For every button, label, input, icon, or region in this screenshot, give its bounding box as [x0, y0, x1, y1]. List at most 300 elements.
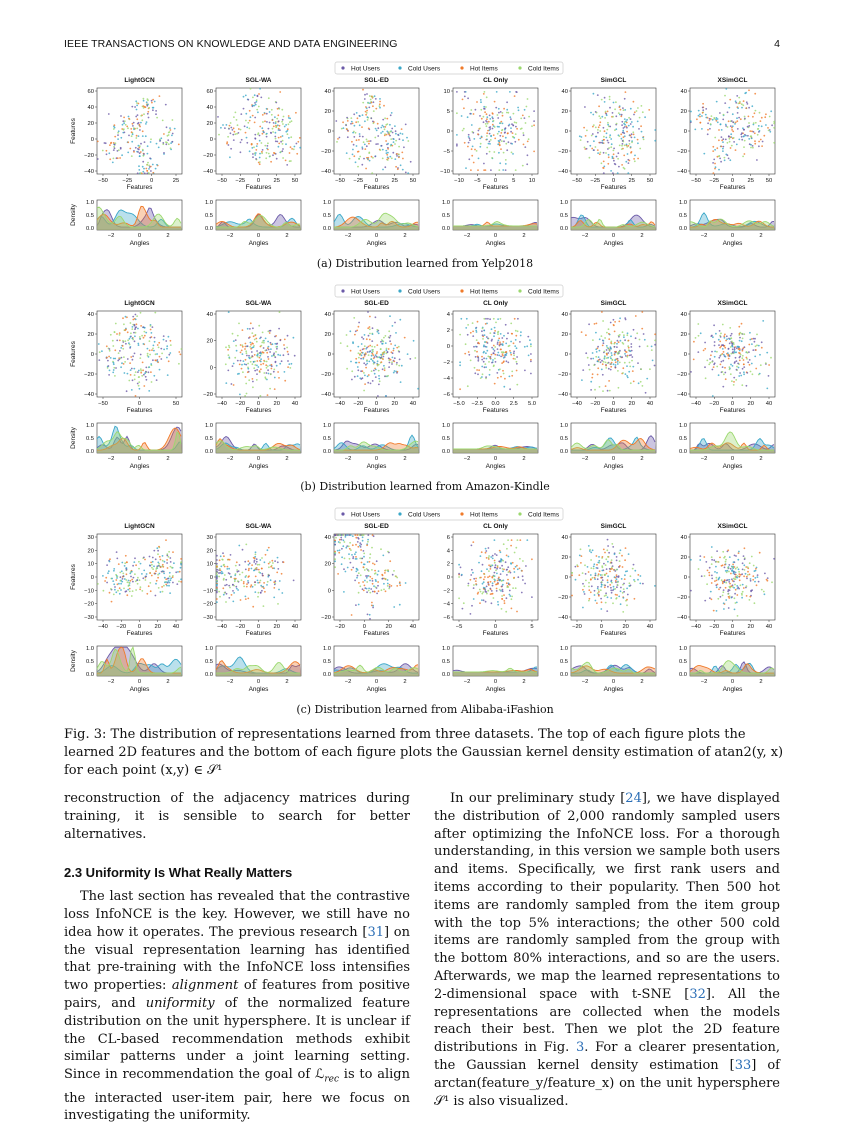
- scatter-point: [255, 104, 257, 106]
- scatter-point: [255, 551, 257, 553]
- scatter-point: [467, 585, 469, 587]
- scatter-point: [727, 111, 729, 113]
- y-tick-label: −40: [84, 169, 94, 175]
- scatter-point: [132, 133, 134, 135]
- citation-link[interactable]: 24: [625, 791, 642, 806]
- scatter-point: [485, 123, 487, 125]
- scatter-point: [606, 132, 608, 134]
- scatter-point: [504, 132, 506, 134]
- scatter-point: [746, 372, 748, 374]
- scatter-point: [385, 342, 387, 344]
- scatter-point: [526, 163, 528, 165]
- scatter-point: [592, 373, 594, 375]
- scatter-point: [358, 322, 360, 324]
- scatter-point: [132, 125, 134, 127]
- scatter-point: [606, 345, 608, 347]
- scatter-point: [401, 365, 403, 367]
- scatter-point: [389, 586, 391, 588]
- scatter-point: [456, 143, 458, 145]
- scatter-point: [340, 537, 342, 539]
- scatter-point: [751, 343, 753, 345]
- scatter-point: [119, 157, 121, 159]
- scatter-point: [702, 112, 704, 114]
- scatter-point: [579, 135, 581, 137]
- citation-link[interactable]: 32: [689, 986, 706, 1002]
- scatter-point: [139, 124, 141, 126]
- scatter-point: [138, 344, 140, 346]
- y-tick-label: 0.0: [441, 672, 450, 678]
- scatter-point: [140, 372, 142, 374]
- x-tick-label: −2: [463, 233, 471, 239]
- scatter-point: [113, 594, 115, 596]
- scatter-point: [358, 151, 360, 153]
- scatter-point: [497, 583, 499, 585]
- scatter-point: [587, 141, 589, 143]
- x-tick-label: 2: [166, 456, 170, 462]
- scatter-point: [488, 555, 490, 557]
- scatter-point: [382, 158, 384, 160]
- scatter-point: [145, 332, 147, 334]
- scatter-point: [225, 346, 227, 348]
- scatter-point: [128, 116, 130, 118]
- scatter-point: [469, 139, 471, 141]
- scatter-point: [506, 101, 508, 103]
- scatter-point: [605, 558, 607, 560]
- scatter-point: [631, 121, 633, 123]
- scatter-point: [507, 539, 509, 541]
- scatter-point: [382, 352, 384, 354]
- scatter-point: [266, 133, 268, 135]
- scatter-point: [621, 121, 623, 123]
- scatter-point: [228, 128, 230, 130]
- scatter-point: [609, 584, 611, 586]
- scatter-point: [367, 311, 369, 313]
- scatter-point: [144, 372, 146, 374]
- y-tick-label: 2: [446, 561, 450, 568]
- x-axis-label: Angles: [485, 686, 506, 693]
- scatter-point: [626, 365, 628, 367]
- scatter-point: [604, 586, 606, 588]
- scatter-point: [237, 589, 239, 591]
- scatter-point: [121, 154, 123, 156]
- scatter-point: [639, 117, 641, 119]
- scatter-point: [146, 593, 148, 595]
- scatter-point: [496, 91, 498, 93]
- scatter-point: [357, 546, 359, 548]
- scatter-point: [739, 360, 741, 362]
- scatter-point: [216, 587, 218, 589]
- scatter-point: [514, 121, 516, 123]
- scatter-point: [729, 369, 731, 371]
- scatter-point: [364, 94, 366, 96]
- scatter-point: [355, 358, 357, 360]
- scatter-point: [467, 116, 469, 118]
- scatter-point: [386, 348, 388, 350]
- scatter-point: [172, 582, 174, 584]
- scatter-point: [711, 115, 713, 117]
- scatter-point: [498, 340, 500, 342]
- y-tick-label: 0.0: [204, 672, 213, 678]
- scatter-point: [135, 395, 137, 397]
- scatter-point: [462, 130, 464, 132]
- scatter-point: [97, 583, 99, 585]
- scatter-point: [464, 96, 466, 98]
- scatter-point: [168, 556, 170, 558]
- scatter-point: [580, 548, 582, 550]
- scatter-point: [157, 344, 159, 346]
- scatter-point: [258, 106, 260, 108]
- y-tick-label: −40: [203, 169, 213, 175]
- scatter-point: [288, 115, 290, 117]
- scatter-point: [737, 107, 739, 109]
- scatter-point: [223, 594, 225, 596]
- scatter-point: [590, 579, 592, 581]
- scatter-point: [629, 366, 631, 368]
- scatter-point: [391, 157, 393, 159]
- scatter-point: [758, 131, 760, 133]
- scatter-point: [256, 143, 258, 145]
- scatter-point: [599, 570, 601, 572]
- scatter-point: [530, 343, 532, 345]
- scatter-point: [595, 146, 597, 148]
- scatter-point: [709, 597, 711, 599]
- y-tick-label: 40: [561, 312, 568, 318]
- scatter-point: [247, 328, 249, 330]
- y-tick-label: −20: [203, 601, 213, 608]
- figure-block-2: [70, 285, 775, 493]
- scatter-point: [386, 134, 388, 136]
- scatter-point: [379, 105, 381, 107]
- scatter-point: [604, 574, 606, 576]
- scatter-point: [599, 142, 601, 144]
- scatter-point: [637, 158, 639, 160]
- scatter-point: [486, 147, 488, 149]
- scatter-point: [368, 140, 370, 142]
- scatter-point: [489, 133, 491, 135]
- scatter-point: [259, 559, 261, 561]
- scatter-point: [755, 345, 757, 347]
- scatter-point: [259, 582, 261, 584]
- y-tick-label: 40: [206, 312, 213, 318]
- scatter-point: [738, 588, 740, 590]
- scatter-point: [528, 355, 530, 357]
- scatter-point: [167, 135, 169, 137]
- scatter-point: [736, 117, 738, 119]
- scatter-point: [505, 163, 507, 165]
- scatter-point: [608, 368, 610, 370]
- scatter-point: [744, 558, 746, 560]
- scatter-point: [490, 581, 492, 583]
- scatter-point: [607, 575, 609, 577]
- scatter-point: [377, 360, 379, 362]
- scatter-point: [708, 572, 710, 574]
- scatter-point: [364, 383, 366, 385]
- scatter-point: [719, 557, 721, 559]
- scatter-point: [744, 569, 746, 571]
- scatter-point: [488, 361, 490, 363]
- scatter-point: [168, 143, 170, 145]
- scatter-point: [608, 147, 610, 149]
- scatter-point: [724, 372, 726, 374]
- scatter-point: [229, 587, 231, 589]
- scatter-point: [148, 107, 150, 109]
- scatter-point: [366, 359, 368, 361]
- scatter-point: [473, 584, 475, 586]
- scatter-point: [734, 573, 736, 575]
- scatter-point: [278, 120, 280, 122]
- scatter-point: [247, 580, 249, 582]
- y-tick-label: −20: [321, 149, 331, 155]
- scatter-point: [604, 357, 606, 359]
- scatter-point: [712, 150, 714, 152]
- scatter-point: [296, 153, 298, 155]
- scatter-point: [626, 570, 628, 572]
- x-tick-label: 40: [646, 624, 654, 630]
- scatter-point: [493, 365, 495, 367]
- scatter-point: [773, 121, 775, 123]
- y-tick-label: 10: [87, 561, 94, 568]
- scatter-point: [598, 595, 600, 597]
- scatter-point: [165, 578, 167, 580]
- scatter-point: [637, 362, 639, 364]
- scatter-point: [102, 150, 104, 152]
- scatter-point: [505, 159, 507, 161]
- scatter-point: [369, 160, 371, 162]
- scatter-point: [366, 110, 368, 112]
- scatter-point: [396, 153, 398, 155]
- scatter-point: [254, 364, 256, 366]
- scatter-point: [137, 151, 139, 153]
- scatter-point: [503, 373, 505, 375]
- scatter-point: [150, 562, 152, 564]
- panel-title: SGL-ED: [364, 300, 389, 307]
- scatter-point: [163, 133, 165, 135]
- scatter-point: [495, 564, 497, 566]
- y-tick-label: 60: [206, 89, 213, 95]
- y-tick-label: 1.0: [441, 200, 450, 206]
- panel-lightgcn: [70, 523, 182, 693]
- scatter-point: [380, 132, 382, 134]
- scatter-point: [728, 348, 730, 350]
- scatter-point: [729, 583, 731, 585]
- scatter-point: [113, 369, 115, 371]
- x-axis-label: Features: [363, 184, 390, 191]
- scatter-point: [741, 333, 743, 335]
- y-tick-label: −2: [443, 588, 450, 595]
- scatter-point: [483, 361, 485, 363]
- scatter-point: [764, 116, 766, 118]
- scatter-point: [602, 363, 604, 365]
- scatter-point: [582, 589, 584, 591]
- x-tick-label: −20: [572, 624, 582, 630]
- scatter-point: [592, 549, 594, 551]
- scatter-point: [375, 586, 377, 588]
- scatter-point: [268, 547, 270, 549]
- scatter-point: [716, 610, 718, 612]
- scatter-point: [477, 169, 479, 171]
- scatter-point: [510, 354, 512, 356]
- scatter-point: [159, 556, 161, 558]
- scatter-point: [585, 573, 587, 575]
- scatter-point: [399, 319, 401, 321]
- scatter-point: [113, 363, 115, 365]
- citation-link[interactable]: 31: [367, 924, 385, 940]
- scatter-point: [500, 121, 502, 123]
- scatter-point: [749, 143, 751, 145]
- scatter-point: [249, 120, 251, 122]
- scatter-point: [380, 127, 382, 129]
- y-tick-label: 0: [683, 575, 687, 581]
- scatter-point: [172, 119, 174, 121]
- figure-link[interactable]: 3: [575, 1040, 585, 1056]
- scatter-point: [744, 118, 746, 120]
- scatter-point: [720, 346, 722, 348]
- scatter-point: [294, 146, 296, 148]
- scatter-point: [145, 106, 147, 108]
- y-tick-label: −40: [84, 392, 94, 398]
- scatter-point: [591, 135, 593, 137]
- scatter-point: [132, 339, 134, 341]
- scatter-point: [626, 351, 628, 353]
- scatter-point: [623, 155, 625, 157]
- scatter-point: [742, 156, 744, 158]
- scatter-point: [509, 124, 511, 126]
- scatter-point: [705, 108, 707, 110]
- scatter-point: [705, 561, 707, 563]
- scatter-point: [586, 130, 588, 132]
- scatter-point: [151, 381, 153, 383]
- scatter-point: [262, 351, 264, 353]
- scatter-point: [773, 142, 775, 144]
- scatter-point: [254, 117, 256, 119]
- scatter-point: [609, 96, 611, 98]
- scatter-point: [736, 346, 738, 348]
- scatter-point: [417, 388, 419, 390]
- scatter-point: [492, 128, 494, 130]
- y-tick-label: 4: [446, 548, 450, 555]
- scatter-point: [580, 139, 582, 141]
- scatter-point: [651, 346, 653, 348]
- scatter-point: [414, 357, 416, 359]
- scatter-point: [617, 363, 619, 365]
- scatter-point: [134, 106, 136, 108]
- scatter-point: [598, 356, 600, 358]
- scatter-point: [374, 564, 376, 566]
- scatter-point: [258, 325, 260, 327]
- scatter-point: [166, 559, 168, 561]
- scatter-point: [378, 384, 380, 386]
- scatter-point: [383, 589, 385, 591]
- scatter-point: [619, 114, 621, 116]
- scatter-point: [156, 143, 158, 145]
- scatter-point: [467, 385, 469, 387]
- scatter-point: [269, 332, 271, 334]
- scatter-point: [467, 334, 469, 336]
- x-tick-label: 40: [646, 401, 654, 407]
- scatter-point: [364, 354, 366, 356]
- scatter-point: [621, 145, 623, 147]
- scatter-point: [267, 149, 269, 151]
- legend-marker: [398, 512, 401, 515]
- scatter-point: [357, 375, 359, 377]
- scatter-point: [293, 148, 295, 150]
- scatter-point: [485, 376, 487, 378]
- scatter-point: [274, 343, 276, 345]
- scatter-point: [635, 337, 637, 339]
- scatter-point: [374, 368, 376, 370]
- x-tick-label: 25: [747, 178, 754, 184]
- scatter-point: [369, 339, 371, 341]
- scatter-point: [497, 117, 499, 119]
- scatter-point: [623, 136, 625, 138]
- scatter-point: [727, 352, 729, 354]
- x-tick-label: 5: [530, 624, 534, 630]
- scatter-point: [232, 601, 234, 603]
- scatter-point: [265, 554, 267, 556]
- scatter-point: [751, 105, 753, 107]
- scatter-point: [299, 147, 301, 149]
- scatter-point: [114, 147, 116, 149]
- scatter-point: [498, 131, 500, 133]
- legend-label: Cold Users: [408, 65, 441, 73]
- scatter-point: [746, 385, 748, 387]
- scatter-point: [160, 559, 162, 561]
- scatter-point: [156, 567, 158, 569]
- scatter-point: [740, 375, 742, 377]
- scatter-point: [585, 135, 587, 137]
- scatter-point: [754, 140, 756, 142]
- scatter-point: [354, 580, 356, 582]
- x-tick-label: 20: [622, 624, 629, 630]
- y-tick-label: 0.0: [322, 672, 331, 678]
- scatter-point: [724, 334, 726, 336]
- scatter-point: [493, 335, 495, 337]
- right-column: [434, 790, 780, 1110]
- scatter-point: [230, 127, 232, 129]
- scatter-point: [610, 369, 612, 371]
- scatter-point: [599, 386, 601, 388]
- scatter-point: [593, 568, 595, 570]
- figure-block-3: [70, 508, 775, 716]
- citation-link[interactable]: 33: [734, 1057, 752, 1073]
- scatter-point: [119, 593, 121, 595]
- y-tick-label: 0.5: [85, 659, 94, 665]
- scatter-point: [733, 571, 735, 573]
- scatter-point: [294, 355, 296, 357]
- scatter-point: [350, 361, 352, 363]
- scatter-point: [508, 141, 510, 143]
- y-tick-label: 20: [87, 121, 94, 127]
- y-tick-label: 20: [206, 121, 213, 127]
- scatter-point: [146, 379, 148, 381]
- x-tick-label: −5.0: [453, 401, 465, 407]
- scatter-point: [358, 326, 360, 328]
- x-tick-label: 2: [285, 679, 289, 685]
- scatter-point: [337, 138, 339, 140]
- scatter-point: [287, 351, 289, 353]
- scatter-point: [252, 378, 254, 380]
- scatter-point: [158, 342, 160, 344]
- scatter-point: [267, 142, 269, 144]
- scatter-point: [359, 558, 361, 560]
- scatter-point: [628, 371, 630, 373]
- scatter-point: [725, 139, 727, 141]
- scatter-point: [162, 120, 164, 122]
- scatter-point: [115, 142, 117, 144]
- scatter-point: [731, 129, 733, 131]
- scatter-point: [264, 591, 266, 593]
- scatter-point: [136, 127, 138, 129]
